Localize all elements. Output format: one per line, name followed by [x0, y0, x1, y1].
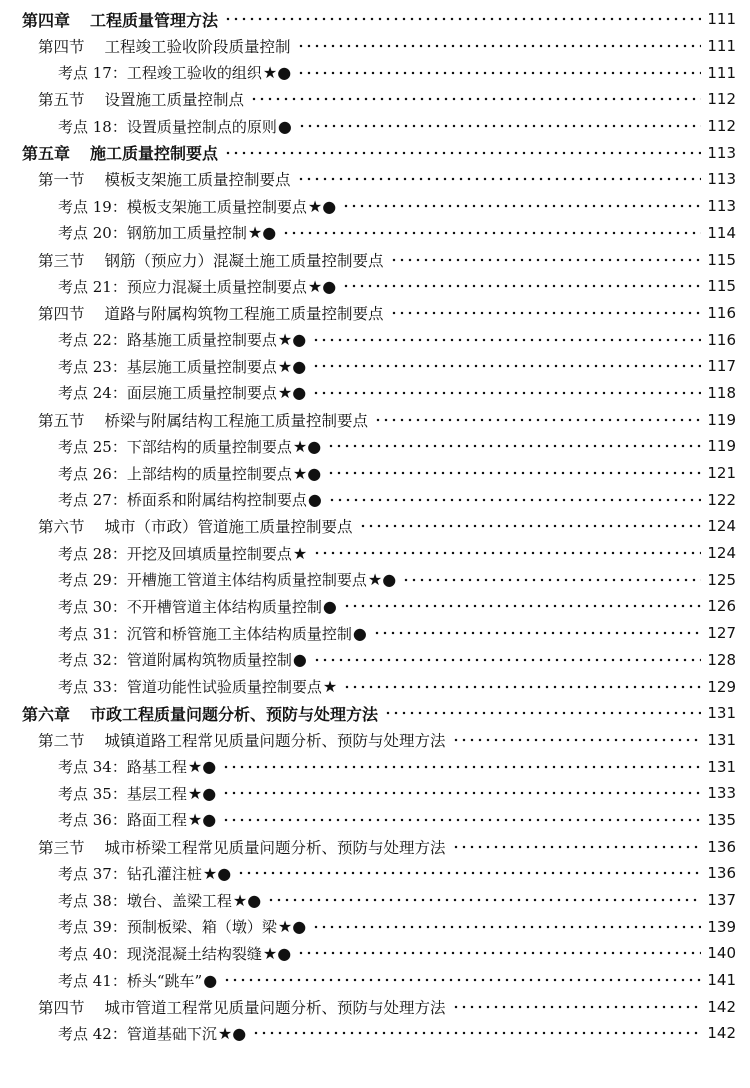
toc-entry-title: 管道功能性试验质量控制要点	[126, 678, 322, 697]
toc-entry-title: 城市桥梁工程常见质量问题分析、预防与处理方法	[104, 838, 446, 857]
toc-entry-title: 开挖及回填质量控制要点	[126, 544, 292, 563]
toc-chapter-row[interactable]	[0, 700, 750, 727]
dot-leader	[252, 1031, 701, 1035]
toc-entry-title-group	[58, 116, 292, 137]
table-of-contents	[0, 6, 750, 1047]
toc-entry-title: 施工质量控制要点	[90, 144, 219, 164]
toc-entry-label: 考点 20：	[58, 224, 127, 243]
toc-entry-title-group	[38, 168, 291, 190]
dot-leader	[452, 845, 702, 849]
importance-marks: ●	[292, 650, 307, 670]
toc-section-row[interactable]	[0, 33, 750, 60]
toc-entry-label: 第四节	[38, 304, 85, 323]
toc-entry-title: 墩台、盖梁工程	[126, 891, 232, 910]
importance-marks: ★●	[277, 356, 307, 376]
dot-leader	[223, 978, 701, 982]
dot-leader	[312, 925, 701, 929]
page-number: 113	[707, 143, 736, 162]
toc-entry-label: 第六节	[38, 518, 85, 537]
toc-entry-title-group	[38, 249, 384, 271]
toc-entry-title: 路基工程	[126, 758, 187, 777]
toc-entry-label: 考点 28：	[58, 544, 127, 563]
toc-entry-title-group	[58, 196, 336, 217]
dot-leader	[267, 898, 701, 902]
toc-entry-title-group	[58, 329, 306, 350]
toc-entry-label: 考点 35：	[58, 784, 127, 803]
dot-leader	[402, 578, 701, 582]
toc-point-row[interactable]	[0, 540, 750, 567]
dot-leader	[327, 471, 701, 475]
toc-entry-title: 城市（市政）管道施工质量控制要点	[104, 518, 353, 537]
toc-entry-label: 考点 21：	[58, 277, 127, 296]
page-number: 137	[707, 891, 736, 910]
dot-leader	[312, 338, 701, 342]
toc-point-row[interactable]	[0, 940, 750, 967]
toc-entry-title: 不开槽管道主体结构质量控制	[126, 597, 322, 616]
toc-entry-title-group	[58, 222, 276, 243]
toc-entry-title-group	[38, 836, 446, 858]
toc-entry-title-group	[58, 783, 216, 804]
toc-entry-label: 考点 36：	[58, 811, 127, 830]
toc-entry-label: 考点 37：	[58, 864, 127, 883]
toc-point-row[interactable]	[0, 59, 750, 86]
toc-entry-label: 第五节	[38, 411, 85, 430]
toc-entry-title-group	[38, 515, 353, 537]
dot-leader	[452, 738, 702, 742]
dot-leader	[328, 498, 702, 502]
importance-marks: ★●	[292, 436, 322, 456]
toc-entry-title-group	[58, 436, 321, 457]
toc-entry-title: 模板支架施工质量控制要点	[104, 171, 291, 190]
page-number: 124	[707, 544, 736, 563]
toc-entry-label: 考点 18：	[58, 117, 127, 136]
page-number: 131	[707, 704, 736, 723]
dot-leader	[373, 631, 702, 635]
page-number: 131	[707, 730, 736, 749]
toc-entry-title-group	[58, 890, 261, 911]
toc-point-row[interactable]	[0, 566, 750, 593]
toc-entry-title-group	[22, 702, 378, 725]
importance-marks: ★●	[247, 223, 277, 243]
toc-section-row[interactable]	[0, 513, 750, 540]
toc-entry-label: 考点 41：	[58, 971, 127, 990]
page-number: 112	[707, 90, 736, 109]
toc-entry-title-group	[58, 489, 322, 510]
toc-entry-title-group	[58, 863, 231, 884]
importance-marks: ★●	[277, 917, 307, 937]
page-number: 142	[707, 1024, 736, 1043]
dot-leader	[250, 97, 701, 101]
page-number: 122	[707, 490, 736, 509]
dot-leader	[342, 284, 701, 288]
toc-entry-label: 考点 29：	[58, 571, 127, 590]
dot-leader	[359, 524, 702, 528]
toc-point-row[interactable]	[0, 193, 750, 220]
dot-leader	[237, 871, 701, 875]
toc-entry-title-group	[58, 276, 336, 297]
importance-marks: ★●	[202, 863, 232, 883]
importance-marks: ●	[352, 623, 367, 643]
toc-entry-label: 考点 23：	[58, 357, 127, 376]
toc-entry-title: 市政工程质量问题分析、预防与处理方法	[90, 704, 379, 724]
toc-entry-title: 桥梁与附属结构工程施工质量控制要点	[104, 411, 369, 430]
page-number: 119	[707, 410, 736, 429]
dot-leader	[312, 391, 701, 395]
toc-section-row[interactable]	[0, 406, 750, 433]
dot-leader	[297, 177, 702, 181]
dot-leader	[282, 231, 701, 235]
page-number: 119	[707, 437, 736, 456]
page-number: 128	[707, 650, 736, 669]
toc-entry-title: 路基施工质量控制要点	[126, 331, 277, 350]
toc-entry-label: 考点 24：	[58, 384, 127, 403]
page-number: 116	[707, 330, 736, 349]
toc-point-row[interactable]	[0, 433, 750, 460]
toc-entry-title: 管道附属构筑物质量控制	[126, 651, 292, 670]
importance-marks: ★●	[292, 463, 322, 483]
importance-marks: ●	[277, 116, 292, 136]
toc-entry-title: 桥面系和附属结构控制要点	[126, 491, 307, 510]
page-number: 112	[707, 117, 736, 136]
toc-entry-title: 钢筋加工质量控制	[126, 224, 247, 243]
toc-entry-title-group	[38, 88, 244, 110]
toc-entry-title-group	[58, 916, 306, 937]
importance-marks: ★●	[187, 757, 217, 777]
toc-entry-title: 下部结构的质量控制要点	[126, 437, 292, 456]
toc-entry-title: 工程竣工验收的组织	[126, 64, 262, 83]
toc-point-row[interactable]	[0, 913, 750, 940]
importance-marks: ●	[322, 596, 337, 616]
toc-entry-label: 考点 39：	[58, 918, 127, 937]
page-number: 111	[707, 37, 736, 56]
dot-leader	[222, 765, 701, 769]
toc-section-row[interactable]	[0, 993, 750, 1020]
page-number: 141	[707, 971, 736, 990]
toc-entry-label: 第五章	[22, 144, 71, 164]
toc-entry-title: 基层工程	[126, 784, 187, 803]
page-number: 129	[707, 677, 736, 696]
toc-entry-label: 考点 30：	[58, 597, 127, 616]
toc-entry-label: 考点 27：	[58, 491, 127, 510]
toc-entry-title: 设置质量控制点的原则	[126, 117, 277, 136]
dot-leader	[342, 204, 701, 208]
toc-point-row[interactable]	[0, 807, 750, 834]
page-number: 114	[707, 223, 736, 242]
toc-entry-title-group	[38, 302, 384, 324]
importance-marks: ★●	[262, 943, 292, 963]
importance-marks: ★●	[307, 276, 337, 296]
toc-entry-title-group	[58, 463, 321, 484]
toc-entry-title-group	[22, 141, 218, 164]
toc-entry-label: 第三节	[38, 251, 85, 270]
page-number: 115	[707, 277, 736, 296]
toc-entry-title-group	[38, 729, 446, 751]
toc-entry-title: 钢筋（预应力）混凝土施工质量控制要点	[104, 251, 384, 270]
page-number: 125	[707, 570, 736, 589]
toc-entry-title: 钻孔灌注桩	[126, 864, 202, 883]
toc-entry-label: 考点 33：	[58, 678, 127, 697]
toc-entry-label: 考点 26：	[58, 464, 127, 483]
toc-entry-title-group	[38, 996, 446, 1018]
page-number: 113	[707, 170, 736, 189]
toc-entry-label: 考点 25：	[58, 437, 127, 456]
dot-leader	[343, 685, 701, 689]
toc-point-row[interactable]	[0, 380, 750, 407]
toc-point-row[interactable]	[0, 486, 750, 513]
toc-point-row[interactable]	[0, 1020, 750, 1047]
toc-entry-label: 考点 40：	[58, 944, 127, 963]
importance-marks: ★●	[307, 196, 337, 216]
toc-entry-label: 第六章	[22, 704, 71, 724]
toc-entry-title-group	[58, 596, 337, 617]
toc-entry-title-group	[58, 62, 291, 83]
toc-entry-label: 第四章	[22, 10, 71, 30]
importance-marks: ★●	[277, 330, 307, 350]
dot-leader	[390, 258, 702, 262]
toc-entry-title-group	[22, 8, 218, 31]
toc-entry-title: 设置施工质量控制点	[104, 91, 245, 110]
toc-entry-label: 第三节	[38, 838, 85, 857]
importance-marks: ★●	[217, 1023, 247, 1043]
toc-entry-title-group	[58, 543, 307, 564]
dot-leader	[313, 551, 701, 555]
toc-entry-label: 考点 32：	[58, 651, 127, 670]
dot-leader	[222, 818, 701, 822]
toc-section-row[interactable]	[0, 86, 750, 113]
toc-entry-title: 开槽施工管道主体结构质量控制要点	[126, 571, 367, 590]
toc-entry-label: 考点 19：	[58, 197, 127, 216]
toc-point-row[interactable]	[0, 460, 750, 487]
page-number: 113	[707, 197, 736, 216]
toc-section-row[interactable]	[0, 246, 750, 273]
page-number: 124	[707, 517, 736, 536]
toc-point-row[interactable]	[0, 273, 750, 300]
toc-entry-label: 第四节	[38, 998, 85, 1017]
dot-leader	[313, 658, 702, 662]
page-number: 111	[707, 63, 736, 82]
toc-entry-label: 考点 38：	[58, 891, 127, 910]
dot-leader	[327, 444, 701, 448]
toc-point-row[interactable]	[0, 326, 750, 353]
toc-entry-label: 考点 42：	[58, 1024, 127, 1043]
toc-entry-title-group	[58, 649, 307, 670]
dot-leader	[222, 791, 701, 795]
toc-entry-title-group	[58, 382, 306, 403]
dot-leader	[343, 604, 702, 608]
dot-leader	[224, 17, 701, 21]
toc-entry-title: 预制板梁、箱（墩）梁	[126, 918, 277, 937]
page-number: 142	[707, 997, 736, 1016]
toc-entry-title: 路面工程	[126, 811, 187, 830]
page-number: 140	[707, 944, 736, 963]
toc-entry-title-group	[58, 676, 337, 697]
toc-point-row[interactable]	[0, 620, 750, 647]
toc-section-row[interactable]	[0, 833, 750, 860]
importance-marks: ●	[203, 970, 218, 990]
toc-entry-title: 工程竣工验收阶段质量控制	[104, 38, 291, 57]
importance-marks: ★●	[367, 570, 397, 590]
toc-entry-label: 考点 31：	[58, 624, 127, 643]
page-number: 131	[707, 757, 736, 776]
page-number: 111	[707, 10, 736, 29]
toc-entry-title: 面层施工质量控制要点	[126, 384, 277, 403]
dot-leader	[297, 44, 702, 48]
toc-entry-title-group	[58, 1023, 246, 1044]
toc-entry-title-group	[58, 943, 291, 964]
importance-marks: ★●	[262, 63, 292, 83]
toc-entry-title: 上部结构的质量控制要点	[126, 464, 292, 483]
toc-point-row[interactable]	[0, 780, 750, 807]
toc-entry-title-group	[58, 809, 216, 830]
toc-point-row[interactable]	[0, 593, 750, 620]
toc-point-row[interactable]	[0, 860, 750, 887]
toc-entry-title-group	[38, 409, 368, 431]
page-number: 139	[707, 917, 736, 936]
toc-entry-title-group	[58, 623, 367, 644]
importance-marks: ★●	[232, 890, 262, 910]
toc-point-row[interactable]	[0, 673, 750, 700]
toc-section-row[interactable]	[0, 727, 750, 754]
toc-point-row[interactable]	[0, 887, 750, 914]
toc-entry-title: 管道基础下沉	[126, 1024, 217, 1043]
toc-entry-title-group	[58, 569, 396, 590]
toc-point-row[interactable]	[0, 753, 750, 780]
page-number: 117	[707, 357, 736, 376]
importance-marks: ★●	[187, 783, 217, 803]
page-number: 116	[707, 303, 736, 322]
importance-marks: ●	[307, 490, 322, 510]
dot-leader	[312, 364, 701, 368]
dot-leader	[297, 71, 701, 75]
toc-entry-label: 第四节	[38, 38, 85, 57]
toc-entry-label: 考点 34：	[58, 758, 127, 777]
toc-entry-label: 第二节	[38, 731, 85, 750]
importance-marks: ★	[292, 543, 308, 563]
toc-point-row[interactable]	[0, 113, 750, 140]
page-number: 126	[707, 597, 736, 616]
toc-entry-title: 沉管和桥管施工主体结构质量控制	[126, 624, 352, 643]
toc-entry-title: 基层施工质量控制要点	[126, 357, 277, 376]
page-number: 135	[707, 810, 736, 829]
toc-entry-title: 模板支架施工质量控制要点	[126, 197, 307, 216]
dot-leader	[384, 711, 701, 715]
toc-section-row[interactable]	[0, 166, 750, 193]
toc-chapter-row[interactable]	[0, 6, 750, 33]
toc-entry-title: 现浇混凝土结构裂缝	[126, 944, 262, 963]
toc-entry-title: 城镇道路工程常见质量问题分析、预防与处理方法	[104, 731, 446, 750]
toc-entry-title: 预应力混凝土质量控制要点	[126, 277, 307, 296]
toc-entry-label: 考点 22：	[58, 331, 127, 350]
toc-entry-title-group	[58, 356, 306, 377]
toc-entry-title: 工程质量管理方法	[90, 10, 219, 30]
importance-marks: ★●	[277, 383, 307, 403]
toc-entry-title: 城市管道工程常见质量问题分析、预防与处理方法	[104, 998, 446, 1017]
toc-entry-label: 第一节	[38, 171, 85, 190]
toc-entry-label: 第五节	[38, 91, 85, 110]
page-number: 136	[707, 864, 736, 883]
dot-leader	[374, 418, 701, 422]
dot-leader	[224, 151, 701, 155]
importance-marks: ★●	[187, 810, 217, 830]
toc-entry-title-group	[38, 35, 291, 57]
importance-marks: ★	[322, 677, 338, 697]
dot-leader	[390, 311, 702, 315]
page-number: 136	[707, 837, 736, 856]
toc-entry-title-group	[58, 756, 216, 777]
page-number: 127	[707, 624, 736, 643]
toc-point-row[interactable]	[0, 220, 750, 247]
toc-entry-title: 道路与附属构筑物工程施工质量控制要点	[104, 304, 384, 323]
toc-entry-label: 考点 17：	[58, 64, 127, 83]
toc-chapter-row[interactable]	[0, 139, 750, 166]
dot-leader	[298, 124, 702, 128]
dot-leader	[297, 951, 701, 955]
toc-point-row[interactable]	[0, 647, 750, 674]
toc-section-row[interactable]	[0, 300, 750, 327]
toc-entry-title: 桥头“跳车”	[126, 971, 203, 990]
toc-point-row[interactable]	[0, 967, 750, 994]
page-number: 133	[707, 784, 736, 803]
page-number: 121	[707, 464, 736, 483]
page-number: 115	[707, 250, 736, 269]
toc-entry-title-group	[58, 970, 217, 991]
page-number: 118	[707, 383, 736, 402]
dot-leader	[452, 1005, 702, 1009]
toc-point-row[interactable]	[0, 353, 750, 380]
